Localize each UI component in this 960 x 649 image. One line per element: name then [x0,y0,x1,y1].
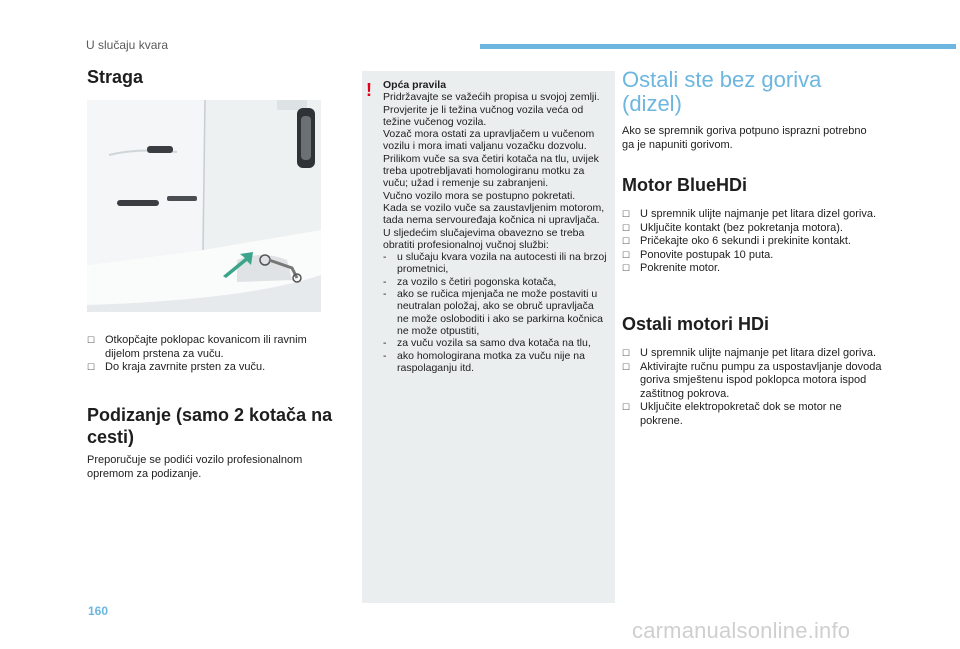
heading-out-of-fuel: Ostali ste bez goriva (dizel) [622,67,822,116]
warning-line: U sljedećim slučajevima obavezno se treba obratiti profesionalnoj vučnoj službi: [383,226,585,251]
rear-towing-illustration [87,100,321,312]
hdi-steps-list [622,347,884,428]
list-item: - za vuču vozila sa samo dva kotača na tlu, [383,337,608,349]
list-item: ☐ Ponovite postupak 10 puta. [622,249,890,263]
heading-bluehdi: Motor BlueHDi [622,175,747,195]
tow-steps-list [87,334,337,375]
list-item: - u slučaju kvara vozila na autocesti ili na brzoj prometnici, [383,251,608,276]
list-item: ☐ Pokrenite motor. [622,262,890,276]
list-item: ☐ U spremnik ulijte najmanje pet litara dizel goriva. [622,347,884,361]
heading-lifting: Podizanje (samo 2 kotača na cesti) [87,405,333,447]
warning-line: Vučno vozilo mora se postupno pokretati. [383,189,576,202]
list-item: ☐ Uključite elektropokretač dok se motor ne pokrene. [622,401,884,428]
warning-line: Prilikom vuče sa sva četiri kotača na tlu, uvijek treba upotrebljavati homologiranu motku za vuču; užad i remenje su zabranjeni. [383,152,599,190]
vehicle-rear-drawing [87,100,321,312]
heading-straga: Straga [87,67,144,87]
section-label: U slučaju kvara [86,38,169,52]
list-item: ☐ Uključite kontakt (bez pokretanja motora). [622,222,890,236]
list-item: ☐ Otkopčajte poklopac kovanicom ili ravnim dijelom prstena za vuču. [87,334,337,361]
warning-title: Opća pravila [383,79,447,91]
warning-line: Provjerite je li težina vučnog vozila veća od težine vučenog vozila. [383,103,584,128]
list-item: - ako se ručica mjenjača ne može postaviti u neutralan položaj, ako se obruč upravljača ne može osloboditi i ako se parkirna kočnica ne može otpustiti, [383,288,608,337]
out-of-fuel-text: Ako se spremnik goriva potpuno isprazni potrebno ga je napuniti gorivom. [622,125,867,151]
warning-cases-list [383,251,608,374]
header-accent-bar [480,44,956,49]
list-item: ☐ Pričekajte oko 6 sekundi i prekinite kontakt. [622,235,890,249]
list-item: - ako homologirana motka za vuču nije na raspolaganju itd. [383,350,608,375]
warning-icon: ! [366,80,372,100]
list-item: ☐ U spremnik ulijte najmanje pet litara dizel goriva. [622,208,890,222]
lifting-text: Preporučuje se podići vozilo profesionalnom opremom za podizanje. [87,454,303,480]
warning-line: Pridržavajte se važećih propisa u svojoj zemlji. [383,91,600,104]
warning-line: Vozač mora ostati za upravljačem u vučenom vozilu i mora imati valjanu vozačku dozvolu. [383,128,595,153]
warning-content [383,79,608,374]
bluehdi-steps-list [622,208,890,276]
list-item: - za vozilo s četiri pogonska kotača, [383,276,608,288]
list-item: ☐ Aktivirajte ručnu pumpu za uspostavljanje dovoda goriva smještenu ispod poklopca motora ispod zaštitnog pokrova. [622,361,884,402]
page-number: 160 [88,604,109,618]
warning-line: Kada se vozilo vuče sa zaustavljenim motorom, tada nema servouređaja kočnica ni upravljača. [383,201,605,227]
watermark: carmanualsonline.info [632,618,851,643]
list-item: ☐ Do kraja zavrnite prsten za vuču. [87,361,337,375]
heading-other-hdi: Ostali motori HDi [622,314,770,334]
